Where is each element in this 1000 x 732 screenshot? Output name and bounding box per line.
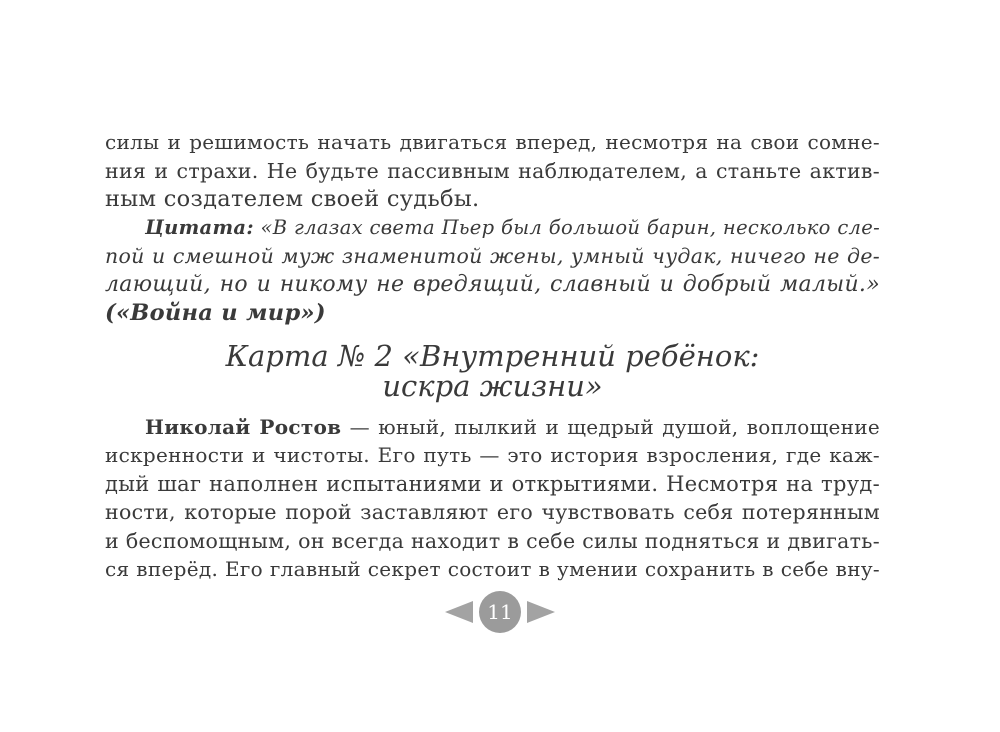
quote-line: пой и смешной муж знаменитой жены, умный чудак, ничего не де-	[105, 244, 880, 268]
text-span: — юный, пылкий и щедрый душой, воплощение	[341, 414, 880, 439]
text-line: ния и страхи. Не будьте пассивным наблюдателем, а станьте актив-	[105, 158, 880, 183]
text-line: ным создателем своей судьбы.	[105, 186, 480, 212]
text-line	[105, 413, 880, 442]
page-number: 11	[487, 600, 513, 624]
quote-line: лающий, но и никому не вредящий, славный и добрый малый.»	[105, 271, 880, 297]
quote-block	[105, 214, 880, 328]
quote-line	[105, 214, 880, 243]
triangle-left-icon[interactable]	[445, 601, 473, 623]
text-line: дый шаг наполнен испытаниями и открытиями. Несмотря на труд-	[105, 471, 880, 496]
text-line: силы и решимость начать двигаться вперед, несмотря на свои сомне-	[105, 130, 880, 154]
text-line: и беспомощным, он всегда находит в себе силы подняться и двигать-	[105, 528, 880, 553]
character-name: Николай Ростов	[145, 414, 342, 439]
page-navigation	[0, 590, 1000, 634]
text-line: искренности и чистоты. Его путь — это история взросления, где каж-	[105, 443, 880, 467]
quote-source: («Война и мир»)	[105, 300, 326, 326]
section-title-line: искра жизни»	[382, 368, 603, 403]
text-line: ности, которые порой заставляют его чувствовать себя потерянным	[105, 500, 880, 524]
quote-label: Цитата:	[145, 215, 254, 239]
quote-text: «В глазах света Пьер был большой барин, несколько сле-	[260, 215, 881, 239]
page-number-badge	[479, 591, 521, 633]
text-line: ся вперёд. Его главный секрет состоит в умении сохранить в себе вну-	[105, 557, 880, 581]
section-title	[105, 338, 880, 403]
paragraph-1	[105, 128, 880, 214]
paragraph-2	[105, 413, 880, 584]
triangle-right-icon[interactable]	[527, 601, 555, 623]
page-content	[105, 128, 880, 584]
section-title-line: Карта № 2 «Внутренний ребёнок:	[225, 338, 760, 373]
